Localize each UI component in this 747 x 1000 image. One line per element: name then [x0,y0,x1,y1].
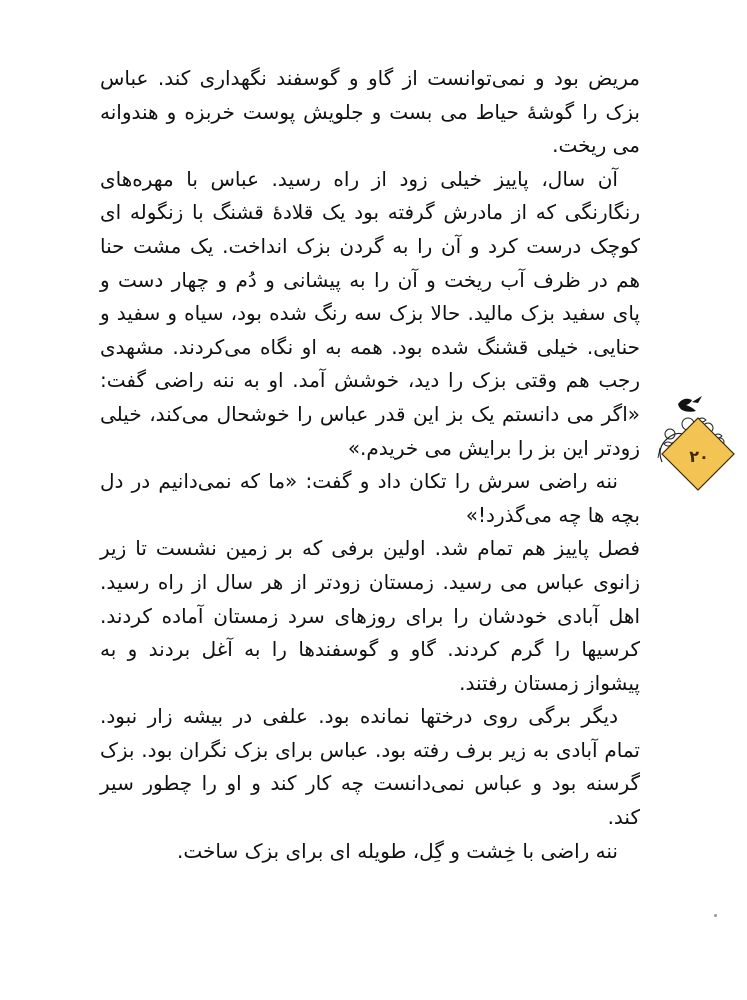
paragraph-3: ننه راضی سرش را تکان داد و گفت: «ما که نمی‌دانیم در دل بچه ها چه می‌گذرد!» [100,469,640,527]
paragraph-2: آن سال، پاییز خیلی زود از راه رسید. عباس با مهره‌های رنگارنگی که از مادرش گرفته بود یک قلادهٔ قشنگ با زنگوله ای کوچک درست کرد و آن را به گردن بزک انداخت. یک مشت حنا هم در ظرف آب ریخت و آن را به پیشانی و دُم و چهار دست و پای سفید بزک مالید. حالا بزک سه رنگ شده بود، سیاه و سفید و حنایی. خیلی قشنگ شده بود. همه به او نگاه می‌کردند. مشهدی رجب هم وقتی بزک را دید، خوشش آمد. او به ننه راضی گفت: «اگر می دانستم یک بز این قدر عباس را خوشحال می‌کند، خیلی زودتر این بز را برایش می خریدم.» [100,166,640,460]
paragraph-5: دیگر برگی روی درختها نمانده بود. علفی در بیشه زار نبود. تمام آبادی به زیر برف رفته بود. عباس برای بزک نگران بود. بزک گرسنه بود و عباس نمی‌دانست چه کار کند و او را چطور سیر کند. [100,704,640,830]
body-text [100,62,640,868]
paragraph-6: ننه راضی با خِشت و گِل، طویله ای برای بزک ساخت. [177,838,618,863]
paragraph-4: فصل پاییز هم تمام شد. اولین برفی که بر زمین نشست تا زیر زانوی عباس می رسید. زمستان زودتر از هر سال از راه رسید. اهل آبادی خودشان را برای روزهای سرد زمستان آماده کردند. کرسیها را گرم کردند. گاو و گوسفندها را به آغل بردند و به پیشواز زمستان رفتند. [100,536,640,695]
page-number: ۲۰ [689,447,709,466]
paragraph-1: مریض بود و نمی‌توانست از گاو و گوسفند نگهداری کند. عباس بزک را گوشهٔ حیاط می بست و جلویش پوست خربزه و هندوانه می ریخت. [100,66,640,158]
dot-mark [714,914,717,917]
